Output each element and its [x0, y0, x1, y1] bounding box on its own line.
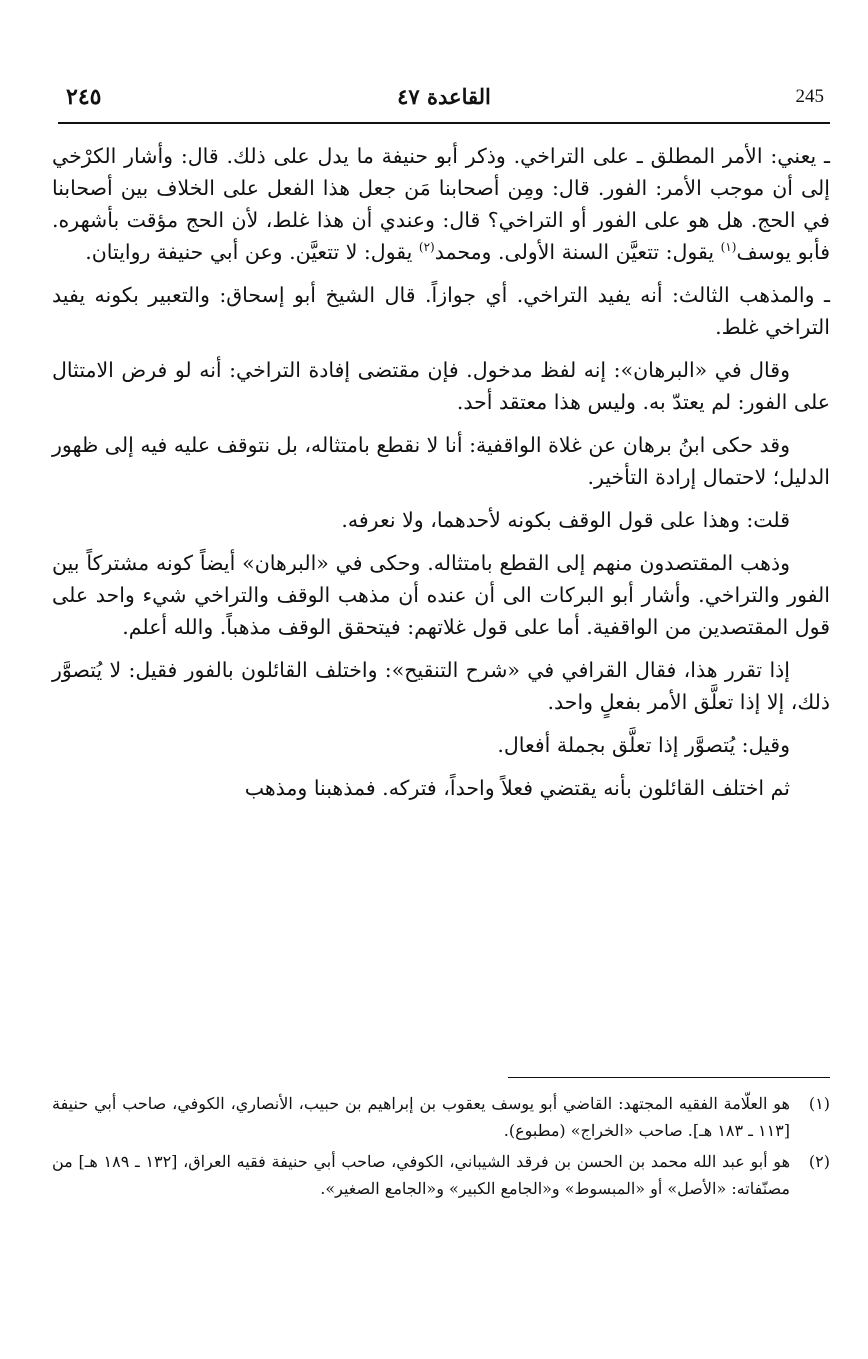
paragraph-3: وقال في «البرهان»: إنه لفظ مدخول. فإن مقتضى إفادة التراخي: أنه لو فرض الامتثال على الفور: لم يعتدّ به. وليس هذا معتقد أحد. — [52, 358, 830, 414]
footnote-number: (٢) — [808, 1152, 830, 1171]
running-title: القاعدة ٤٧ — [397, 84, 491, 109]
footnote-divider — [508, 1077, 830, 1078]
page-header — [58, 82, 830, 124]
paragraph-2: ـ والمذهب الثالث: أنه يفيد التراخي. أي جوازاً. قال الشيخ أبو إسحاق: والتعبير بكونه يفيد التراخي غلط. — [52, 283, 830, 339]
footnote-text: هو العلّامة الفقيه المجتهد: القاضي أبو يوسف يعقوب بن إبراهيم بن حبيب، الأنصاري، الكوفي، صاحب أبي حنيفة [١١٣ ـ ١٨٣ هـ]. صاحب «الخراج» (مطبوع). — [52, 1094, 790, 1140]
main-text — [52, 140, 830, 815]
paragraph-5: قلت: وهذا على قول الوقف بكونه لأحدهما، ولا نعرفه. — [341, 508, 790, 532]
footnote-1 — [52, 1090, 830, 1144]
paragraph-1-part-c: يقول: لا تتعيَّن. وعن أبي حنيفة روايتان. — [85, 240, 419, 264]
paragraph-1-part-a: ـ يعني: الأمر المطلق ـ على التراخي. وذكر أبو حنيفة ما يدل على ذلك. قال: وأشار الكرْخي إلى أن موجب الأمر: الفور. قال: ومِن أصحابنا مَن جعل هذا الفعل على الخلاف بين أصحابنا في الحج. هل هو على الفور أو التراخي؟ قال: وعندي أن هذا غلط، لأن الحج مؤقت بأشهره. فأبو يوسف — [52, 144, 830, 264]
paragraph-6: وذهب المقتصدون منهم إلى القطع بامتثاله. وحكى في «البرهان» أيضاً كونه مشتركاً بين الفور والتراخي. وأشار أبو البركات الى أن عنده أن مذهب الوقف والتراخي شيء واحد على قول المقتصدين من الواقفية. أما على قول غلاتهم: فيتحقق الوقف مذهباً. والله أعلم. — [52, 551, 830, 639]
paragraph-1 — [52, 140, 830, 268]
footnote-text: هو أبو عبد الله محمد بن الحسن بن فرقد الشيباني، الكوفي، صاحب أبي حنيفة فقيه العراق، [١٣٢ ـ ١٨٩ هـ] من مصنّفاته: «الأصل» أو «المبسوط» و«الجامع الكبير» و«الجامع الصغير». — [52, 1152, 790, 1198]
paragraph-7: إذا تقرر هذا، فقال القرافي في «شرح التنقيح»: واختلف القائلون بالفور فقيل: لا يُتصوَّر ذلك، إلا إذا تعلَّق الأمر بفعلٍ واحد. — [52, 658, 830, 714]
paragraph-8: وقيل: يُتصوَّر إذا تعلَّق بجملة أفعال. — [497, 733, 790, 757]
footnote-ref-2[interactable]: (٢) — [418, 240, 435, 255]
paragraph-9: ثم اختلف القائلون بأنه يقتضي فعلاً واحداً، فتركه. فمذهبنا ومذهب — [244, 776, 790, 800]
page-number-arabic: ٢٤٥ — [66, 84, 102, 110]
footnote-number: (١) — [808, 1094, 830, 1113]
page-number-latin: 245 — [795, 86, 824, 107]
footnote-2 — [52, 1148, 830, 1202]
footnotes — [52, 1090, 830, 1206]
paragraph-1-part-b: يقول: تتعيَّن السنة الأولى. ومحمد — [434, 240, 721, 264]
footnote-ref-1[interactable]: (١) — [720, 240, 737, 255]
paragraph-4: وقد حكى ابنُ برهان عن غلاة الواقفية: أنا لا نقطع بامتثاله، بل نتوقف عليه فيه إلى ظهور الدليل؛ لاحتمال إرادة التأخير. — [52, 433, 830, 489]
